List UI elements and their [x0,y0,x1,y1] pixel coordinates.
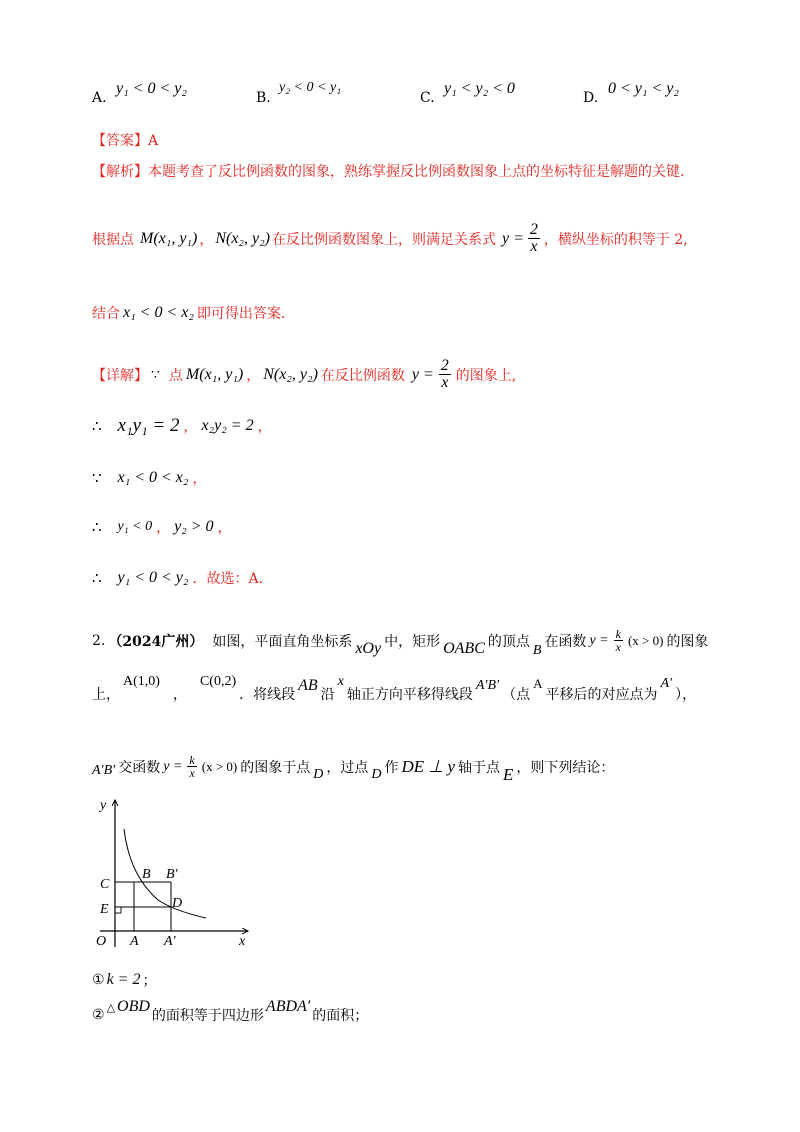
question-l3-func-den: x [189,766,195,780]
question-l2-e: （点 [502,687,531,703]
question-comma: ， [172,687,187,703]
question-func-den: x [615,640,621,654]
fig-label-y: y [100,798,107,813]
fig-label-b-prime: B′ [166,867,178,882]
step-1-punct: ， [183,419,198,435]
question-l3-a: 交函数 [118,759,161,776]
question-apbp: A′B′ [475,678,500,693]
analysis-point-n: N(x₂, y₂) [215,229,270,247]
question-l1-c: 的顶点 [487,633,530,650]
conclusion-2-expr-2: ABDA′ [265,998,311,1015]
analysis-l2-b: 在反比例函数图象上，则满足关系式 [271,231,496,248]
step-1-expr: x₁y₁ = 2 [117,415,180,436]
fig-label-e: E [100,902,109,917]
detail-because-symbol: ∵ [151,366,160,383]
analysis-line-1 [92,161,684,181]
question-source: （2024广州） [108,633,204,650]
conclusion-1-rest: ； [142,973,157,989]
choice-b-letter: B. [256,90,271,106]
analysis-l2-a: 根据点 [92,231,134,248]
question-func-fraction [614,628,623,653]
detail-point-word: 点 [168,367,183,384]
detail-text-1: 在反比例函数 [320,367,405,384]
choice-b-expr: y₂ < 0 < y₁ [279,80,342,95]
detail-point-n: N(x₂, y₂) [263,365,318,383]
question-d-2: D [371,766,382,782]
question-l2-d: 轴正方向平移得线段 [346,687,473,703]
choice-c-expr: y₁ < y₂ < 0 [444,80,515,97]
question-a-point: A [533,676,543,691]
step-1-expr-2: x₂y₂ = 2 [201,417,254,434]
conclusion-2-mid: 的面积等于四边形 [151,1008,264,1024]
analysis-fraction [528,222,540,255]
therefore-symbol-2: ∴ [92,518,102,536]
detail-point-m: M(x₁, y₁) [185,365,244,383]
fig-label-b: B [142,867,151,882]
question-l3-f: ，则下列结论： [516,759,615,776]
step-4-expr: y₁ < 0 < y₂ [117,569,189,586]
coordinate-figure [88,792,258,957]
question-l3-d: 作 [384,759,399,776]
step-2-punct: ， [192,471,207,487]
choice-a-expr: y₁ < 0 < y₂ [116,80,187,97]
question-ap: A′ [660,676,673,691]
detail-step-4 [92,568,263,588]
analysis-frac-num: 2 [529,221,538,238]
triangle-symbol: △ [106,1000,116,1014]
question-e: E [503,764,514,784]
step-1-punct-2: ， [257,419,272,435]
detail-line-1 [92,358,516,391]
fig-label-a: A [130,934,139,949]
analysis-frac-den: x [528,238,540,255]
detail-step-2 [92,468,206,488]
question-l2-f: 平移后的对应点为 [545,687,658,703]
question-func-num: k [615,627,621,641]
fig-label-x: x [239,934,246,949]
detail-eq-lhs: y = [411,365,434,383]
question-point-a: A(1,0) [123,674,160,689]
question-l3-c: ，过点 [326,759,369,776]
conclusion-1-expr: k = 2 [106,971,141,988]
detail-step-3 [92,517,232,537]
analysis-l2-c: ，横纵坐标的积等于 2, [543,231,688,248]
question-func-lhs: y = [589,632,609,648]
fig-label-o: O [96,934,107,949]
therefore-symbol-3: ∴ [92,569,102,587]
detail-text-2: 的图象上, [455,367,517,384]
question-ab: AB [298,677,318,694]
question-l2-a: 上， [92,687,120,703]
choice-a-letter: A. [92,90,107,106]
detail-frac-den: x [439,374,451,391]
question-l1-d: 在函数 [544,633,587,650]
fig-label-c: C [100,877,110,892]
question-func-cond: (x > 0) [627,632,664,648]
step-3-punct: ， [156,520,171,536]
question-oabc: OABC [443,639,485,657]
step-4-punct: ．故选：A. [192,571,264,587]
question-point-c: C(0,2) [199,674,237,689]
question-l3-func-lhs: y = [163,758,183,774]
step-3-punct-2: ， [217,520,232,536]
question-x: x [337,674,344,689]
analysis-point-m: M(x₁, y₁) [140,229,198,247]
question-l3-func-num: k [189,753,195,767]
conclusion-2-mark: ② [92,1007,105,1023]
analysis-text: 本题考查了反比例函数的图象，熟练掌握反比例函数图象上点的坐标特征是解题的关键. [148,164,685,180]
answer-tag: 【答案】 [92,133,148,149]
question-line-3 [92,753,615,784]
choice-c-letter: C. [420,90,435,106]
analysis-eq-lhs: y = [501,229,524,247]
question-l2-c: 沿 [320,687,335,703]
question-l2-g: ）， [675,687,697,703]
conclusion-2 [92,998,369,1025]
analysis-comma: ， [199,231,214,248]
question-l1-b: 中，矩形 [384,633,441,650]
question-l1-a: 如图，平面直角坐标系 [212,633,353,650]
analysis-line-2 [92,222,688,255]
detail-comma: ， [246,367,261,384]
step-3-expr-2: y₂ > 0 [174,518,214,535]
answer-line [92,130,158,150]
answer-value: A [148,133,159,149]
conclusion-2-rest: 的面积； [312,1008,369,1024]
step-3-expr: y₁ < 0 [117,519,153,534]
choice-d-expr: 0 < y₁ < y₂ [608,80,679,97]
analysis-line-3 [92,303,285,323]
question-line-1 [92,627,709,658]
question-l3-e: 轴于点 [458,759,500,776]
analysis-tag: 【解析】 [92,164,148,180]
question-de-perp: DE ⊥ y [401,756,455,776]
because-symbol: ∵ [92,469,102,487]
detail-step-1 [92,415,272,437]
question-l3-seg: A′B′ [92,762,116,778]
choice-d-letter: D. [583,90,599,106]
detail-fraction [439,358,451,391]
question-number: 2. [92,632,106,649]
question-l3-func-fraction [187,754,196,779]
analysis-l3-a: 结合 [92,306,120,322]
question-l3-b: 的图象于点 [240,759,311,776]
question-l2-b: ．将线段 [239,687,296,703]
right-angle-mark [115,907,121,913]
detail-tag: 【详解】 [92,367,148,384]
step-2-expr: x₁ < 0 < x₂ [117,469,189,486]
question-d: D [313,766,324,782]
question-xoy: xOy [355,639,382,657]
conclusion-1-mark: ① [92,972,105,988]
question-b: B [532,642,542,658]
analysis-l3-expr: x₁ < 0 < x₂ [123,304,194,321]
hyperbola-curve [124,829,206,918]
question-l1-e: 的图象 [666,633,709,650]
question-line-2 [92,674,697,704]
analysis-l3-b: 即可得出答案. [196,306,286,322]
conclusion-2-expr: OBD [117,998,150,1015]
detail-frac-num: 2 [440,357,449,374]
question-l3-func-cond: (x > 0) [201,758,238,774]
conclusion-1 [92,970,156,990]
fig-label-d: D [172,896,183,911]
fig-label-a-prime: A′ [164,934,176,949]
therefore-symbol: ∴ [92,417,102,435]
